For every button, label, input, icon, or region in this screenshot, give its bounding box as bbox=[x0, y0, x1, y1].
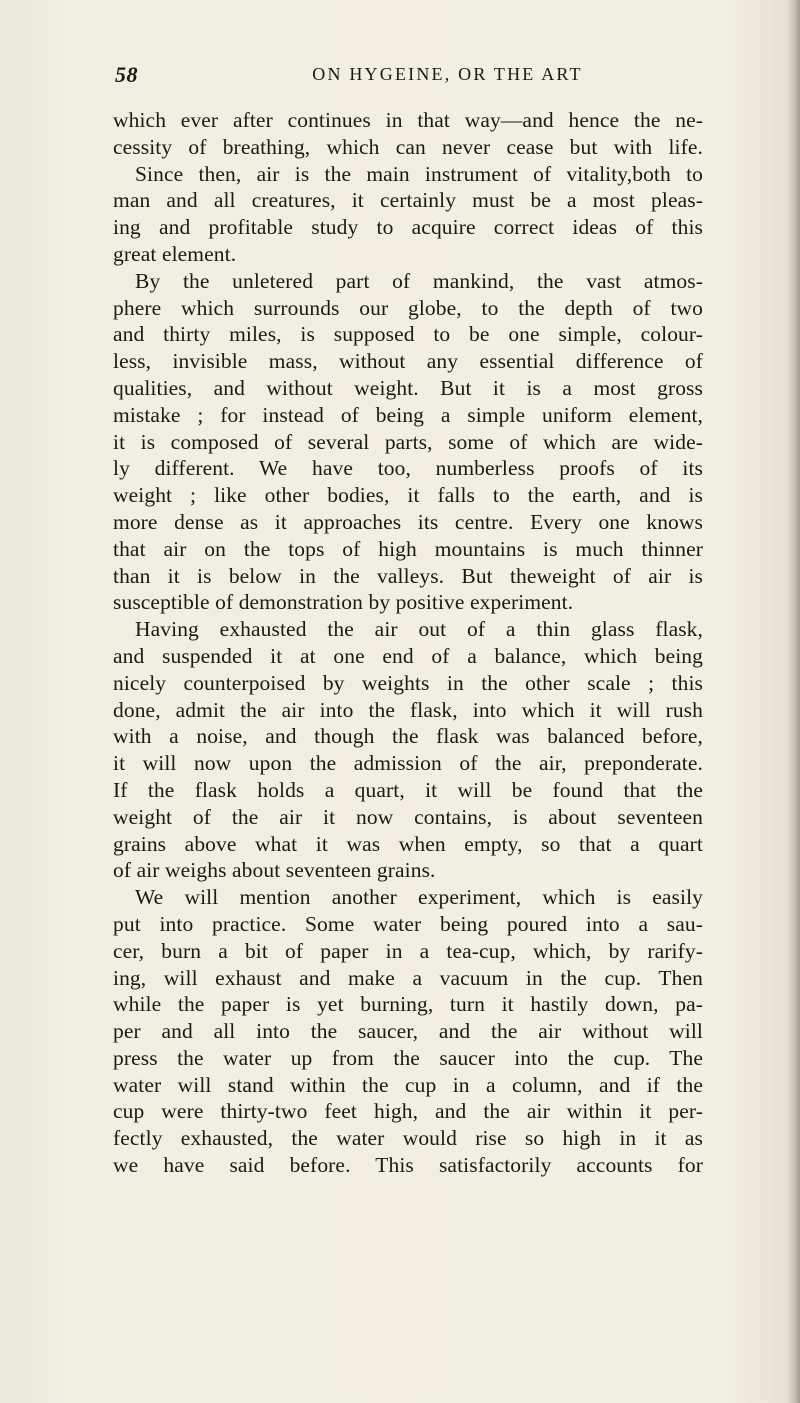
running-head: ON HYGEINE, OR THE ART bbox=[312, 64, 583, 84]
text-line: qualities, and without weight. But it is a most gross bbox=[113, 375, 703, 400]
text-line: more dense as it approaches its centre. Every one knows bbox=[113, 509, 703, 534]
text-line: it is composed of several parts, some of which are wide- bbox=[113, 429, 703, 454]
text-line: Since then, air is the main instrument of vitality,both to bbox=[135, 161, 703, 186]
text-line: of air weighs about seventeen grains. bbox=[113, 858, 436, 883]
page-number: 58 bbox=[115, 62, 138, 87]
text-line: than it is below in the valleys. But theweight of air is bbox=[113, 563, 703, 588]
text-line: which ever after continues in that way—and hence the ne- bbox=[113, 108, 703, 132]
text-line: and suspended it at one end of a balance, which being bbox=[113, 643, 703, 668]
text-line: it will now upon the admission of the air, preponderate. bbox=[113, 751, 703, 776]
text-line: great element. bbox=[113, 241, 237, 266]
text-line: and thirty miles, is supposed to be one simple, colour- bbox=[113, 322, 703, 347]
text-line: ing and profitable study to acquire correct ideas of this bbox=[113, 215, 703, 240]
text-line: grains above what it was when empty, so that a quart bbox=[113, 831, 703, 856]
text-line: with a noise, and though the flask was balanced before, bbox=[113, 724, 703, 749]
text-line: cer, burn a bit of paper in a tea-cup, which, by rarify- bbox=[113, 938, 703, 963]
text-line: cessity of breathing, which can never cease but with life. bbox=[113, 134, 703, 159]
text-line: ing, will exhaust and make a vacuum in the cup. Then bbox=[113, 965, 703, 990]
page-edge-shadow bbox=[786, 0, 800, 1403]
text-line: ly different. We have too, numberless proofs of its bbox=[113, 456, 703, 481]
text-line: man and all creatures, it certainly must be a most pleas- bbox=[113, 188, 703, 213]
text-line: fectly exhausted, the water would rise so high in it as bbox=[113, 1126, 703, 1151]
text-line: We will mention another experiment, which is easily bbox=[135, 885, 703, 910]
text-line: per and all into the saucer, and the air without will bbox=[113, 1019, 703, 1044]
text-line: nicely counterpoised by weights in the other scale ; this bbox=[113, 670, 703, 695]
page-header bbox=[115, 58, 700, 88]
text-line: mistake ; for instead of being a simple uniform element, bbox=[113, 402, 703, 427]
text-line: By the unletered part of mankind, the vast atmos- bbox=[135, 268, 703, 293]
text-line: that air on the tops of high mountains is much thinner bbox=[113, 536, 703, 561]
text-line: Having exhausted the air out of a thin glass flask, bbox=[135, 617, 703, 642]
text-line: put into practice. Some water being poured into a sau- bbox=[113, 911, 703, 936]
text-line: If the flask holds a quart, it will be found that the bbox=[113, 777, 703, 802]
text-line: weight of the air it now contains, is about seventeen bbox=[113, 804, 703, 829]
text-line: water will stand within the cup in a column, and if the bbox=[113, 1072, 703, 1097]
text-line: press the water up from the saucer into the cup. The bbox=[113, 1045, 703, 1070]
text-line: weight ; like other bodies, it falls to the earth, and is bbox=[113, 483, 703, 508]
text-line: done, admit the air into the flask, into which it will rush bbox=[113, 697, 703, 722]
body-text bbox=[113, 107, 703, 1179]
text-line: susceptible of demonstration by positive experiment. bbox=[113, 590, 574, 615]
text-line: cup were thirty-two feet high, and the air within it per- bbox=[113, 1099, 703, 1124]
text-line: less, invisible mass, without any essential difference of bbox=[113, 349, 703, 374]
text-line: while the paper is yet burning, turn it hastily down, pa- bbox=[113, 992, 703, 1017]
text-line: we have said before. This satisfactorily accounts for bbox=[113, 1153, 703, 1178]
text-line: phere which surrounds our globe, to the depth of two bbox=[113, 295, 703, 320]
